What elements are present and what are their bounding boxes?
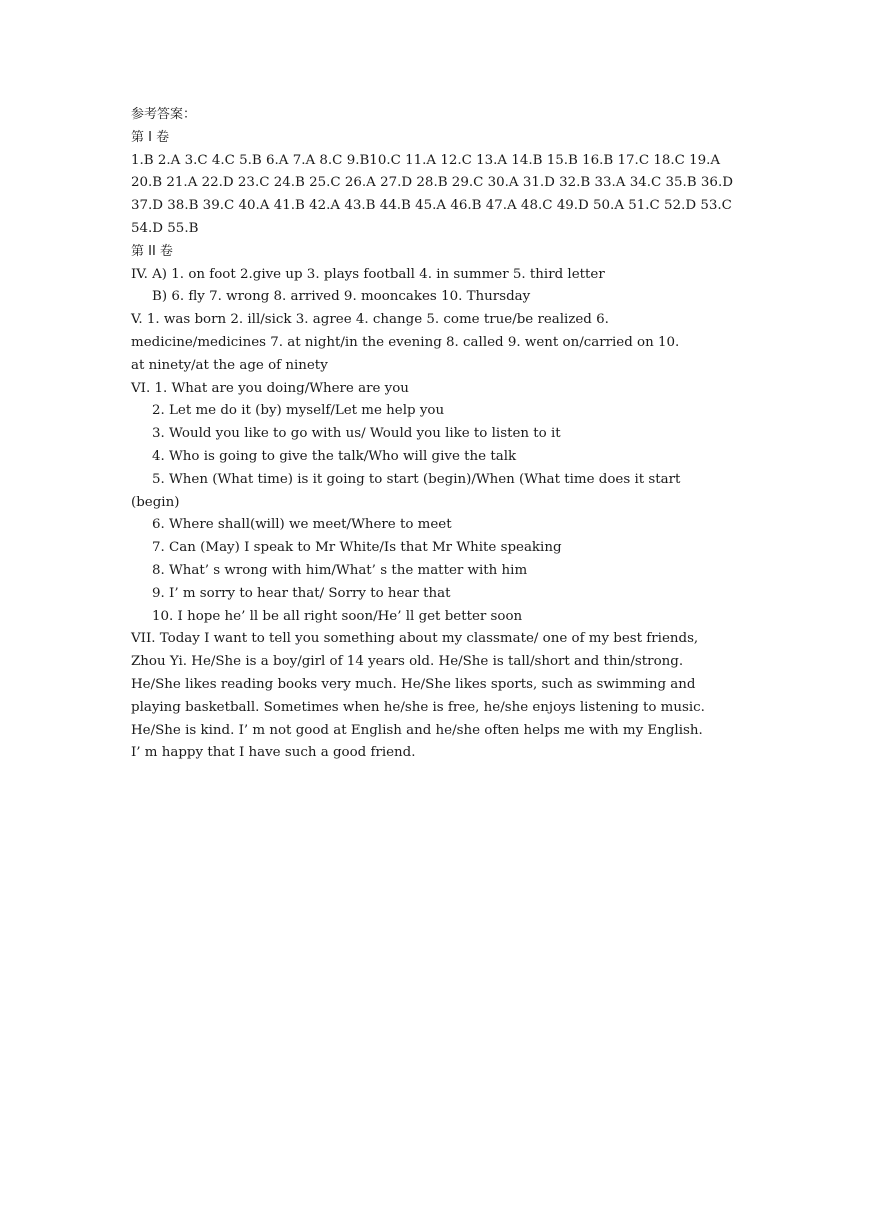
section-vi-item-2: 2. Let me do it (by) myself/Let me help you xyxy=(152,403,445,419)
section-vii-line: Zhou Yi. He/She is a boy/girl of 14 years old. He/She is tall/short and thin/strong. xyxy=(131,654,684,670)
section-v-line: medicine/medicines 7. at night/in the evening 8. called 9. went on/carried on 10. xyxy=(131,334,680,350)
answer-key-title: 参考答案： xyxy=(131,107,197,122)
section-v-line: V. 1. was born 2. ill/sick 3. agree 4. change 5. come true/be realized 6. xyxy=(131,312,609,328)
section-iv-b: B) 6. fly 7. wrong 8. arrived 9. mooncakes 10. Thursday xyxy=(152,289,531,305)
section-vi-item-10: 10. I hope he’ ll be all right soon/He’ ll get better soon xyxy=(152,608,523,624)
section-vi-item-3: 3. Would you like to go with us/ Would you like to listen to it xyxy=(152,426,561,442)
section-v-line: at ninety/at the age of ninety xyxy=(131,357,328,373)
answer-key xyxy=(131,104,739,765)
section-vi-item-4: 4. Who is going to give the talk/Who will give the talk xyxy=(152,448,517,464)
part-1-heading: 第 I 卷 xyxy=(131,129,170,145)
section-vi-item-5: 5. When (What time) is it going to start (begin)/When (What time does it start xyxy=(152,471,681,487)
section-vii-line: I’ m happy that I have such a good friend. xyxy=(131,745,416,761)
section-vii-line: playing basketball. Sometimes when he/she is free, he/she enjoys listening to music. xyxy=(131,699,705,715)
section-vii-line: He/She likes reading books very much. He/She likes sports, such as swimming and xyxy=(131,676,696,692)
section-vi-item-9: 9. I’ m sorry to hear that/ Sorry to hear that xyxy=(152,585,451,601)
section-vi-item-6: 6. Where shall(will) we meet/Where to meet xyxy=(152,517,452,533)
part-1-answers-line: 54.D 55.B xyxy=(131,220,199,236)
section-iv-a: IV. A) 1. on foot 2.give up 3. plays football 4. in summer 5. third letter xyxy=(131,266,605,282)
part-2-heading: 第 II 卷 xyxy=(131,243,173,259)
part-1-answers-line: 37.D 38.B 39.C 40.A 41.B 42.A 43.B 44.B 45.A 46.B 47.A 48.C 49.D 50.A 51.C 52.D 53.C xyxy=(131,198,732,214)
section-vi-item-1: VI. 1. What are you doing/Where are you xyxy=(131,380,409,396)
section-vi-item-8: 8. What’ s wrong with him/What’ s the matter with him xyxy=(152,562,528,578)
section-vi-item-5-continued: (begin) xyxy=(131,494,180,510)
part-1-answers-line: 20.B 21.A 22.D 23.C 24.B 25.C 26.A 27.D 28.B 29.C 30.A 31.D 32.B 33.A 34.C 35.B 36.D xyxy=(131,175,733,191)
section-vii-line: He/She is kind. I’ m not good at English and he/she often helps me with my English. xyxy=(131,722,703,738)
part-1-answers-line: 1.B 2.A 3.C 4.C 5.B 6.A 7.A 8.C 9.B10.C 11.A 12.C 13.A 14.B 15.B 16.B 17.C 18.C 19.A xyxy=(131,152,721,168)
section-vii-line: VII. Today I want to tell you something about my classmate/ one of my best friends, xyxy=(131,631,699,647)
section-vi-item-7: 7. Can (May) I speak to Mr White/Is that Mr White speaking xyxy=(152,540,562,556)
